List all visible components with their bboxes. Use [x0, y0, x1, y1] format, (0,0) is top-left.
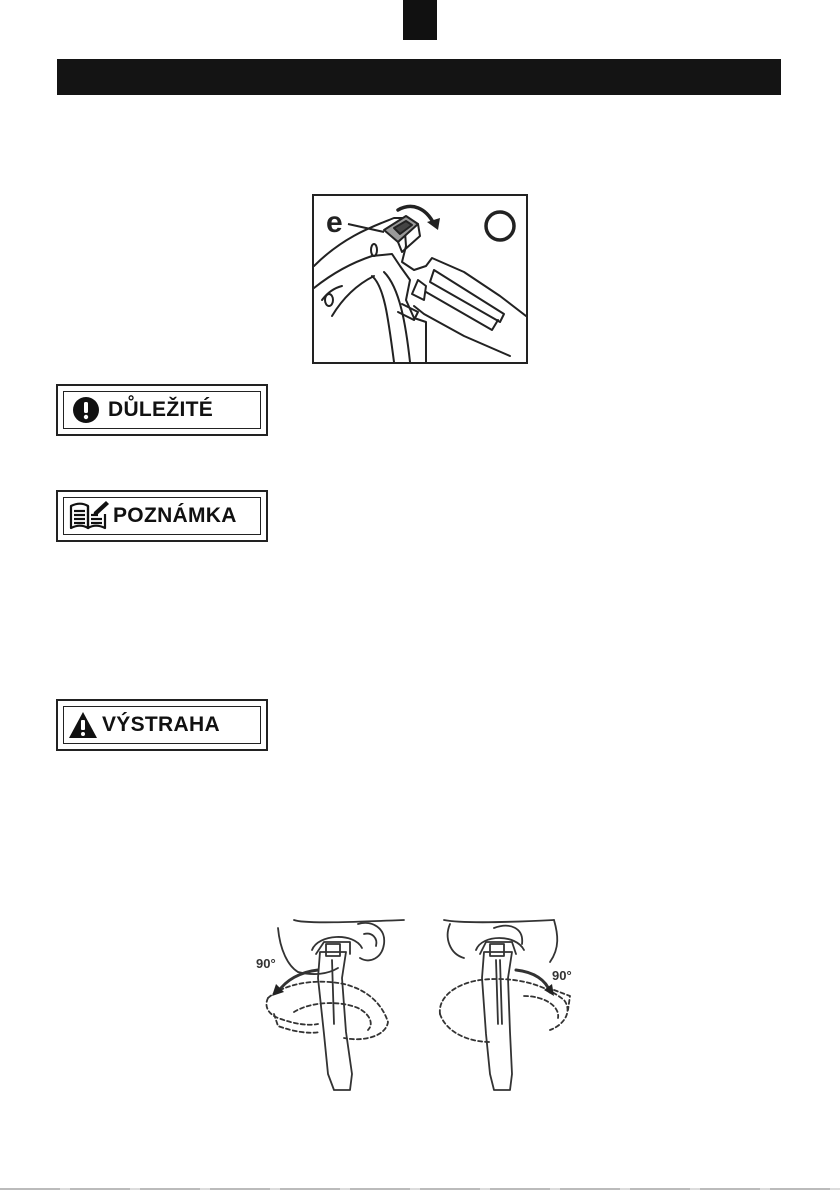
switch-figure — [312, 194, 528, 364]
section-header-bar — [57, 59, 781, 95]
handle-rotation-illustration — [254, 914, 580, 1094]
right-angle-label: 90° — [552, 968, 572, 983]
page-bottom-edge — [0, 1188, 840, 1190]
open-book-pencil-icon — [68, 500, 110, 532]
warning-label: VÝSTRAHA — [102, 713, 220, 736]
note-label: POZNÁMKA — [113, 504, 237, 527]
switch-illustration — [314, 196, 526, 362]
warning-triangle-icon — [68, 711, 98, 739]
handle-rotation-figure — [254, 914, 580, 1094]
important-badge — [56, 384, 268, 436]
left-angle-label: 90° — [256, 956, 276, 971]
page-tab-marker — [403, 0, 437, 40]
note-badge — [56, 490, 268, 542]
callout-letter: e — [326, 206, 343, 239]
important-label: DŮLEŽITÉ — [108, 398, 214, 421]
exclamation-circle-icon — [72, 396, 100, 424]
warning-badge — [56, 699, 268, 751]
